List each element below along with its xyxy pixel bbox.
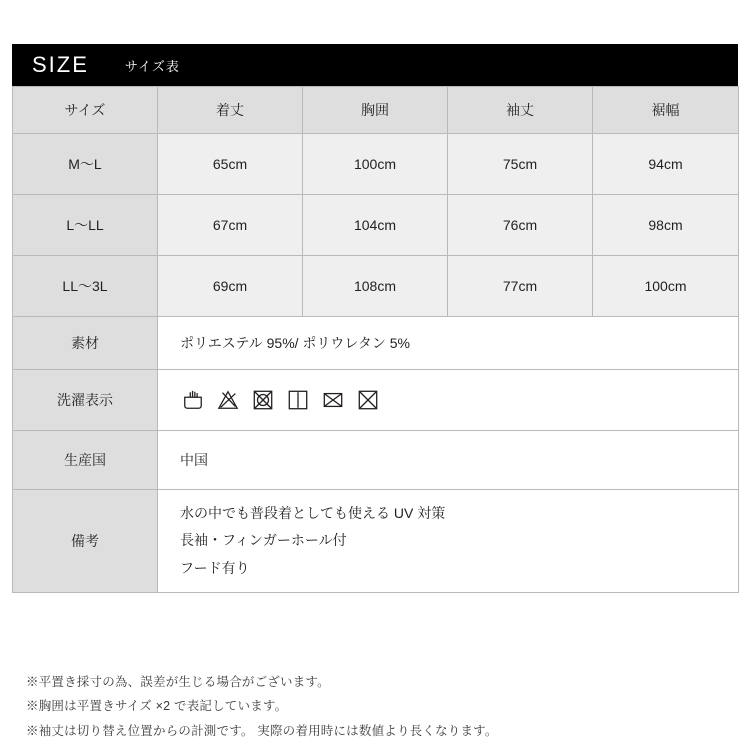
row-label-lll: L〜LL: [13, 195, 158, 256]
column-header-chest: 胸囲: [303, 87, 448, 134]
wash-care-row: [13, 370, 739, 431]
no-iron-icon: [322, 389, 344, 411]
cell-ll3l-sleeve: 77cm: [448, 256, 593, 317]
cell-lll-length: 67cm: [158, 195, 303, 256]
size-table-header: [13, 87, 739, 134]
country-value: 中国: [158, 431, 739, 490]
row-label-ml: M〜L: [13, 134, 158, 195]
footnote-1: ※平置き採寸の為、誤差が生じる場合がございます。: [26, 675, 330, 689]
size-header-bar: [12, 44, 738, 86]
no-dry-clean-icon: [357, 389, 379, 411]
cell-lll-sleeve: 76cm: [448, 195, 593, 256]
column-header-sleeve: 袖丈: [448, 87, 593, 134]
remarks-line-3: フード有り: [180, 559, 250, 576]
row-label-material: 素材: [13, 317, 158, 370]
page-title: SIZE: [32, 52, 89, 77]
column-header-length: 着丈: [158, 87, 303, 134]
table-row: [13, 195, 739, 256]
size-table-body: [13, 134, 739, 593]
drip-dry-icon: [287, 389, 309, 411]
no-tumble-dry-icon: [252, 389, 274, 411]
remarks-line-2: 長袖・フィンガーホール付: [180, 532, 347, 549]
cell-lll-chest: 104cm: [303, 195, 448, 256]
material-row: [13, 317, 739, 370]
row-label-remarks: 備考: [13, 490, 158, 593]
cell-ml-sleeve: 75cm: [448, 134, 593, 195]
table-row: [13, 134, 739, 195]
column-header-size: サイズ: [13, 87, 158, 134]
wash-care-value: [158, 370, 739, 431]
size-table: [12, 86, 739, 593]
row-label-ll3l: LL〜3L: [13, 256, 158, 317]
column-header-hem: 裾幅: [593, 87, 739, 134]
footnote-3: ※袖丈は切り替え位置からの計測です。 実際の着用時には数値より長くなります。: [26, 723, 498, 738]
material-value: ポリエステル 95%/ ポリウレタン 5%: [158, 317, 739, 370]
row-label-country: 生産国: [13, 431, 158, 490]
country-row: [13, 431, 739, 490]
cell-ll3l-chest: 108cm: [303, 256, 448, 317]
cell-ml-hem: 94cm: [593, 134, 739, 195]
no-bleach-icon: [217, 389, 239, 411]
footnote-2: ※胸囲は平置きサイズ ×2 で表記しています。: [26, 699, 288, 714]
remarks-line-1: 水の中でも普段着としても使える UV 対策: [180, 505, 446, 522]
remarks-value: [158, 490, 739, 593]
cell-lll-hem: 98cm: [593, 195, 739, 256]
cell-ml-chest: 100cm: [303, 134, 448, 195]
footnotes: [26, 670, 726, 743]
cell-ll3l-hem: 100cm: [593, 256, 739, 317]
remarks-row: [13, 490, 739, 593]
cell-ml-length: 65cm: [158, 134, 303, 195]
table-row: [13, 256, 739, 317]
remarks-lines: [180, 500, 738, 582]
row-label-wash: 洗濯表示: [13, 370, 158, 431]
hand-wash-icon: [182, 389, 204, 411]
page-subtitle: サイズ表: [124, 58, 180, 74]
size-chart-sheet: [12, 44, 738, 738]
cell-ll3l-length: 69cm: [158, 256, 303, 317]
table-header-row: [13, 87, 739, 134]
wash-care-icon-group: [180, 389, 738, 411]
